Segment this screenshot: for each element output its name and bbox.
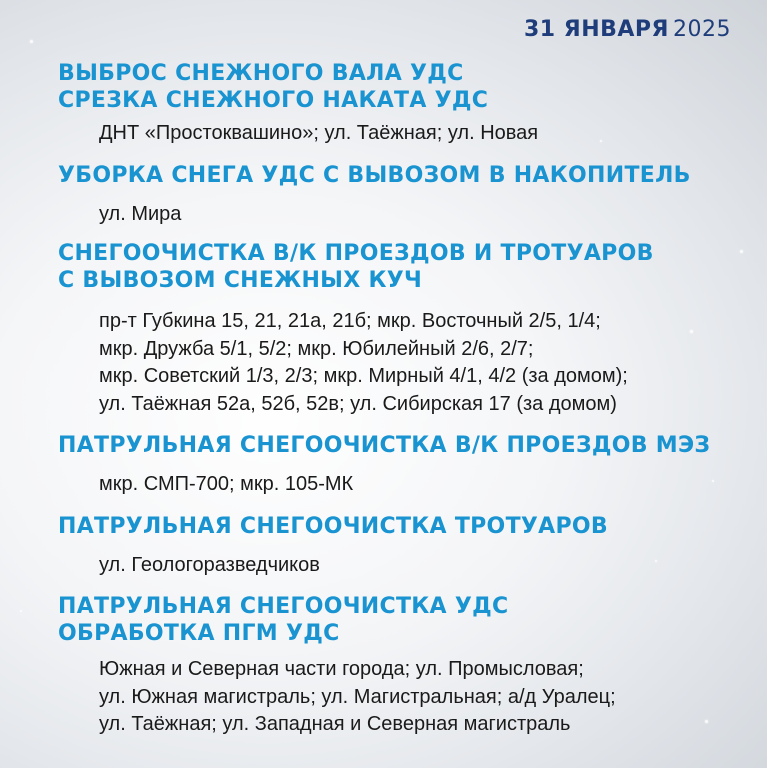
section (58, 240, 654, 294)
section-title: УБОРКА СНЕГА УДС С ВЫВОЗОМ В НАКОПИТЕЛЬ (58, 163, 691, 188)
snow-particle (705, 720, 708, 723)
section-title: ВЫБРОС СНЕЖНОГО ВАЛА УДС (58, 61, 464, 86)
snow-particle (30, 40, 33, 43)
snow-particle (20, 610, 22, 612)
section-body (99, 552, 320, 580)
section-body (99, 120, 538, 148)
snow-particle (655, 560, 657, 562)
snow-particle (712, 480, 714, 482)
section-title: СНЕГООЧИСТКА В/К ПРОЕЗДОВ И ТРОТУАРОВ (58, 241, 654, 266)
section-line: мкр. СМП-700; мкр. 105-МК (99, 473, 354, 495)
section-title: ОБРАБОТКА ПГМ УДС (58, 621, 340, 646)
section-body (99, 201, 181, 229)
section-line: мкр. Дружба 5/1, 5/2; мкр. Юбилейный 2/6, 2/7; (99, 337, 534, 360)
section-line: ДНТ «Простоквашино»; ул. Таёжная; ул. Новая (99, 122, 539, 144)
section-line: ул. Таёжная 52а, 52б, 52в; ул. Сибирская 17 (за домом) (99, 392, 617, 415)
section-title: ПАТРУЛЬНАЯ СНЕГООЧИСТКА В/К ПРОЕЗДОВ МЭЗ (58, 433, 711, 458)
section-body (99, 656, 616, 739)
section-line: Южная и Северная части города; ул. Промысловая; (99, 658, 584, 680)
section-line: пр-т Губкина 15, 21, 21а, 21б; мкр. Восточный 2/5, 1/4; (99, 310, 601, 332)
section (58, 60, 488, 114)
snow-particle (690, 330, 693, 333)
section-body (99, 471, 353, 499)
section-line: мкр. Советский 1/3, 2/3; мкр. Мирный 4/1, 4/2 (за домом); (99, 365, 628, 387)
section (58, 593, 508, 647)
section-title: ПАТРУЛЬНАЯ СНЕГООЧИСТКА УДС (58, 594, 509, 619)
date-header (524, 14, 731, 43)
section-line: ул. Мира (99, 203, 182, 225)
section-line: ул. Южная магистраль; ул. Магистральная; а/д Уралец; (99, 685, 616, 708)
section-title: ПАТРУЛЬНАЯ СНЕГООЧИСТКА ТРОТУАРОВ (58, 514, 608, 539)
section-title: С ВЫВОЗОМ СНЕЖНЫХ КУЧ (58, 268, 423, 293)
section-line: ул. Геологоразведчиков (99, 554, 320, 576)
snow-particle (740, 250, 743, 253)
date-day-month: 31 ЯНВАРЯ (524, 17, 669, 42)
snow-particle (600, 140, 602, 142)
section (58, 432, 710, 459)
section-title: СРЕЗКА СНЕЖНОГО НАКАТА УДС (58, 88, 489, 113)
section-body (99, 308, 628, 418)
date-year: 2025 (673, 17, 731, 42)
section (58, 162, 691, 189)
section (58, 513, 608, 540)
section-line: ул. Таёжная; ул. Западная и Северная магистраль (99, 713, 571, 735)
